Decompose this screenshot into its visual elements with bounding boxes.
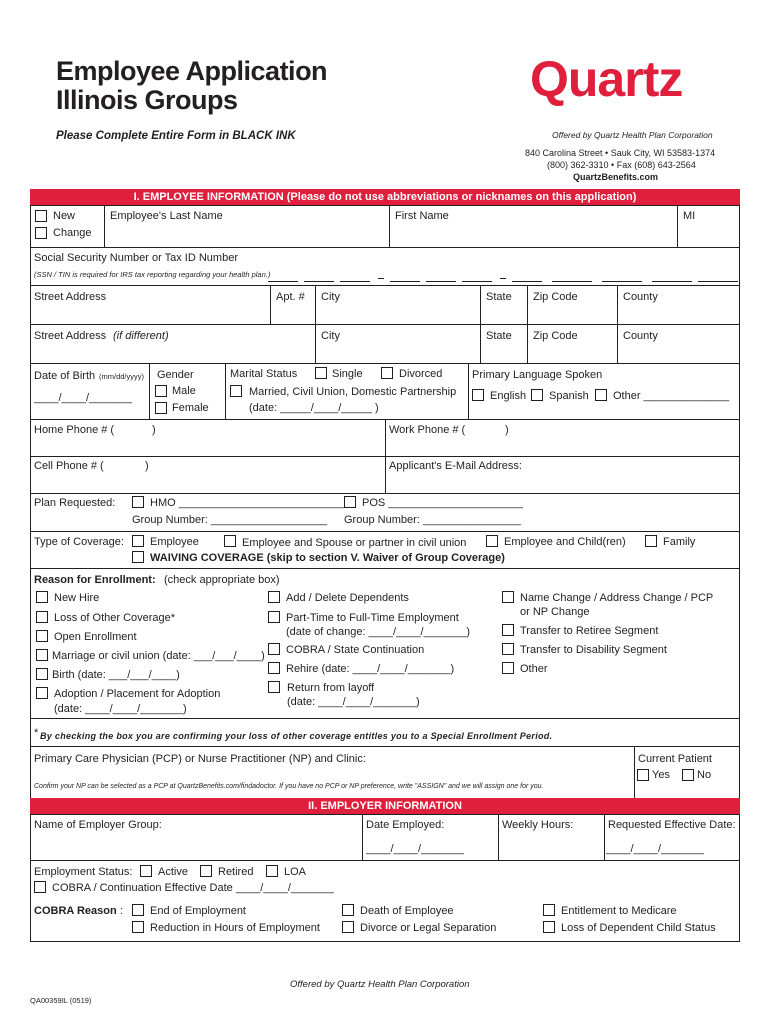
employer-group-input[interactable] (34, 834, 358, 856)
email-label: Applicant's E-Mail Address: (389, 460, 522, 472)
cov-spouse-checkbox[interactable] (224, 535, 236, 547)
home-phone-paren: ) (152, 424, 156, 436)
current-patient-yes: Yes (652, 769, 670, 781)
cell-phone-label: Cell Phone # ( (34, 460, 104, 472)
footnote-asterisk: * (34, 727, 39, 739)
reason-cobra: COBRA / State Continuation (286, 644, 425, 656)
cov-spouse-label: Employee and Spouse or partner in civil union (242, 537, 467, 549)
spanish-label: Spanish (549, 390, 589, 402)
first-name-label: First Name (395, 210, 449, 222)
mi-input[interactable] (679, 224, 737, 244)
cobra-death-employee: Death of Employee (360, 905, 454, 917)
cobra-medicare: Entitlement to Medicare (561, 905, 677, 917)
ssn-input[interactable] (262, 266, 738, 284)
dob-label: Date of Birth (34, 370, 96, 382)
waiving-checkbox[interactable] (132, 551, 144, 563)
weekly-hours-label: Weekly Hours: (502, 819, 574, 831)
street-address-input[interactable] (32, 305, 268, 322)
reason-layoff-date[interactable]: (date: ____/____/_______) (287, 696, 420, 708)
female-checkbox[interactable] (155, 402, 167, 414)
layoff-checkbox[interactable] (268, 681, 280, 693)
reason-disability: Transfer to Disability Segment (520, 644, 667, 656)
reason-rehire: Rehire (date: ____/____/_______) (286, 663, 455, 675)
divorced-checkbox[interactable] (381, 367, 393, 379)
first-name-input[interactable] (391, 224, 674, 244)
loa-label: LOA (284, 866, 307, 878)
reason-birth: Birth (date: ___/___/____) (52, 669, 180, 681)
cov-family-label: Family (663, 536, 696, 548)
cov-child-checkbox[interactable] (486, 535, 498, 547)
marital-status-label: Marital Status (230, 368, 298, 380)
group-number-hmo[interactable]: Group Number: ___________________ (132, 514, 328, 526)
hmo-label[interactable]: HMO ___________________________ (150, 497, 344, 509)
open-enrollment-checkbox[interactable] (36, 630, 48, 642)
cov-employee-checkbox[interactable] (132, 535, 144, 547)
name-change-checkbox[interactable] (502, 591, 514, 603)
street-address-2-note: (if different) (113, 330, 169, 342)
effective-date-input[interactable]: ____/____/_______ (606, 843, 704, 855)
pos-checkbox[interactable] (344, 496, 356, 508)
english-checkbox[interactable] (472, 389, 484, 401)
form-title-line2: Illinois Groups (56, 85, 238, 115)
part-time-checkbox[interactable] (268, 611, 280, 623)
company-phone-fax: (800) 362-3310 • Fax (608) 643-2564 (547, 160, 696, 170)
cobra-continuation-checkbox[interactable] (268, 643, 280, 655)
marriage-checkbox[interactable] (36, 649, 48, 661)
dependent-child-checkbox[interactable] (543, 921, 555, 933)
form-title-line1: Employee Application (56, 56, 328, 86)
pcp-input[interactable] (34, 766, 624, 780)
waiving-label: WAIVING COVERAGE (skip to section V. Waiver of Group Coverage) (150, 552, 505, 564)
employment-status-label: Employment Status: (34, 866, 133, 878)
hmo-checkbox[interactable] (132, 496, 144, 508)
disability-checkbox[interactable] (502, 643, 514, 655)
end-employment-checkbox[interactable] (132, 904, 144, 916)
cobra-effective-checkbox[interactable] (34, 881, 46, 893)
reason-note: (check appropriate box) (164, 574, 280, 586)
section2-header: II. EMPLOYER INFORMATION (30, 798, 740, 814)
cobra-effective-label[interactable]: COBRA / Continuation Effective Date ____/____/_______ (52, 882, 334, 894)
apt-label: Apt. # (276, 291, 305, 303)
pcp-label: Primary Care Physician (PCP) or Nurse Practitioner (NP) and Clinic: (34, 753, 366, 765)
date-employed-label: Date Employed: (366, 819, 445, 831)
cobra-dependent-child: Loss of Dependent Child Status (561, 922, 716, 934)
form-subtitle: Please Complete Entire Form in BLACK INK (56, 130, 296, 142)
male-checkbox[interactable] (155, 385, 167, 397)
retiree-checkbox[interactable] (502, 624, 514, 636)
reason-adoption: Adoption / Placement for Adoption (54, 688, 221, 700)
plan-requested-label: Plan Requested: (34, 497, 116, 509)
offered-by-header: Offered by Quartz Health Plan Corporation (552, 130, 713, 140)
reason-add-dependents: Add / Delete Dependents (286, 592, 409, 604)
reason-marriage: Marriage or civil union (date: ___/___/____) (52, 650, 265, 662)
reason-other: Other (520, 663, 548, 675)
other-language-label: Other ______________ (613, 390, 730, 402)
spanish-checkbox[interactable] (531, 389, 543, 401)
single-label: Single (332, 368, 363, 380)
loss-coverage-checkbox[interactable] (36, 611, 48, 623)
reason-open-enrollment: Open Enrollment (54, 631, 137, 643)
coverage-type-label: Type of Coverage: (34, 536, 124, 548)
other-language-checkbox[interactable] (595, 389, 607, 401)
home-phone-label: Home Phone # ( (34, 424, 115, 436)
birth-checkbox[interactable] (36, 668, 48, 680)
ssn-note: (SSN / TIN is required for IRS tax reporting regarding your health plan.) (34, 270, 271, 279)
death-employee-checkbox[interactable] (342, 904, 354, 916)
street-address-2-label: Street Address (34, 330, 107, 342)
new-label: New (53, 210, 76, 222)
reason-adoption-date[interactable]: (date: ____/____/_______) (54, 703, 187, 715)
reason-part-time-date[interactable]: (date of change: ____/____/_______) (286, 626, 471, 638)
state-2-label: State (486, 330, 512, 342)
female-label: Female (172, 402, 209, 414)
english-label: English (490, 390, 527, 402)
reason-layoff: Return from layoff (287, 682, 375, 694)
married-checkbox[interactable] (230, 385, 242, 397)
company-website: QuartzBenefits.com (573, 172, 659, 182)
footer-offered-by: Offered by Quartz Health Plan Corporation (290, 979, 470, 990)
cobra-divorce: Divorce or Legal Separation (360, 922, 497, 934)
pcp-note: Confirm your NP can be selected as a PCP at QuartzBenefits.com/findadoctor. If you have no PCP or NP preference, write "ASSIGN" and we will assign one for you. (34, 783, 544, 790)
cell-phone-paren: ) (145, 460, 149, 472)
reason-retiree: Transfer to Retiree Segment (520, 625, 659, 637)
company-address: 840 Carolina Street • Sauk City, WI 53583-1374 (525, 148, 716, 158)
reason-label: Reason for Enrollment: (34, 574, 156, 586)
current-patient-no: No (697, 769, 712, 781)
divorce-checkbox[interactable] (342, 921, 354, 933)
last-name-label: Employee's Last Name (110, 210, 223, 222)
city-label: City (321, 291, 340, 303)
current-patient-label: Current Patient (638, 753, 712, 765)
date-employed-input[interactable]: ____/____/_______ (366, 843, 464, 855)
reason-loss-coverage: Loss of Other Coverage* (54, 612, 176, 624)
cov-employee-label: Employee (150, 536, 199, 548)
dob-format: (mm/dd/yyyy) (99, 372, 144, 381)
gender-label: Gender (157, 369, 194, 381)
new-hire-checkbox[interactable] (36, 591, 48, 603)
county-2-label: County (623, 330, 658, 342)
footnote-text: By checking the box you are confirming your loss of other coverage entitles you to a Special Enrollment Period. (40, 731, 553, 741)
retired-checkbox[interactable] (200, 865, 212, 877)
add-dependents-checkbox[interactable] (268, 591, 280, 603)
divorced-label: Divorced (399, 368, 443, 380)
form-id: QA00359IL (0519) (30, 996, 92, 1005)
reason-name-change: Name Change / Address Change / PCP (520, 592, 714, 604)
cobra-end-employment: End of Employment (150, 905, 246, 917)
married-label: Married, Civil Union, Domestic Partnership (249, 386, 457, 398)
pos-label[interactable]: POS ______________________ (362, 497, 523, 509)
employer-group-label: Name of Employer Group: (34, 819, 162, 831)
section1-header: I. EMPLOYEE INFORMATION (Please do not use abbreviations or nicknames on this application) (30, 189, 740, 205)
reason-part-time: Part-Time to Full-Time Employment (286, 612, 459, 624)
work-phone-paren: ) (505, 424, 509, 436)
male-label: Male (172, 385, 196, 397)
cobra-reason-colon: : (120, 905, 124, 917)
cov-family-checkbox[interactable] (645, 535, 657, 547)
new-checkbox[interactable] (35, 210, 47, 222)
reduction-hours-checkbox[interactable] (132, 921, 144, 933)
cobra-reason-label: COBRA Reason (34, 905, 117, 917)
change-label: Change (53, 227, 92, 239)
quartz-logo: Quartz (530, 51, 683, 107)
street-address-label: Street Address (34, 291, 107, 303)
active-checkbox[interactable] (140, 865, 152, 877)
work-phone-label: Work Phone # ( (389, 424, 466, 436)
medicare-checkbox[interactable] (543, 904, 555, 916)
effective-date-label: Requested Effective Date: (608, 819, 736, 831)
reason-name-change-2: or NP Change (520, 606, 590, 618)
retired-label: Retired (218, 866, 254, 878)
cobra-reduction-hours: Reduction in Hours of Employment (150, 922, 320, 934)
married-date[interactable]: (date: _____/____/_____ ) (249, 402, 379, 414)
state-label: State (486, 291, 512, 303)
cov-child-label: Employee and Child(ren) (504, 536, 626, 548)
active-label: Active (158, 866, 188, 878)
zip-2-label: Zip Code (533, 330, 578, 342)
rehire-checkbox[interactable] (268, 662, 280, 674)
city-2-label: City (321, 330, 340, 342)
reason-other-checkbox[interactable] (502, 662, 514, 674)
reason-new-hire: New Hire (54, 592, 100, 604)
zip-label: Zip Code (533, 291, 578, 303)
group-number-pos[interactable]: Group Number: ________________ (344, 514, 521, 526)
change-checkbox[interactable] (35, 227, 47, 239)
adoption-checkbox[interactable] (36, 687, 48, 699)
loa-checkbox[interactable] (266, 865, 278, 877)
current-patient-yes-checkbox[interactable] (637, 769, 649, 781)
language-label: Primary Language Spoken (472, 369, 603, 381)
last-name-input[interactable] (106, 224, 386, 244)
dob-input[interactable]: ____/____/_______ (34, 392, 132, 404)
county-label: County (623, 291, 658, 303)
single-checkbox[interactable] (315, 367, 327, 379)
ssn-label: Social Security Number or Tax ID Number (34, 252, 238, 264)
current-patient-no-checkbox[interactable] (682, 769, 694, 781)
mi-label: MI (683, 210, 696, 222)
